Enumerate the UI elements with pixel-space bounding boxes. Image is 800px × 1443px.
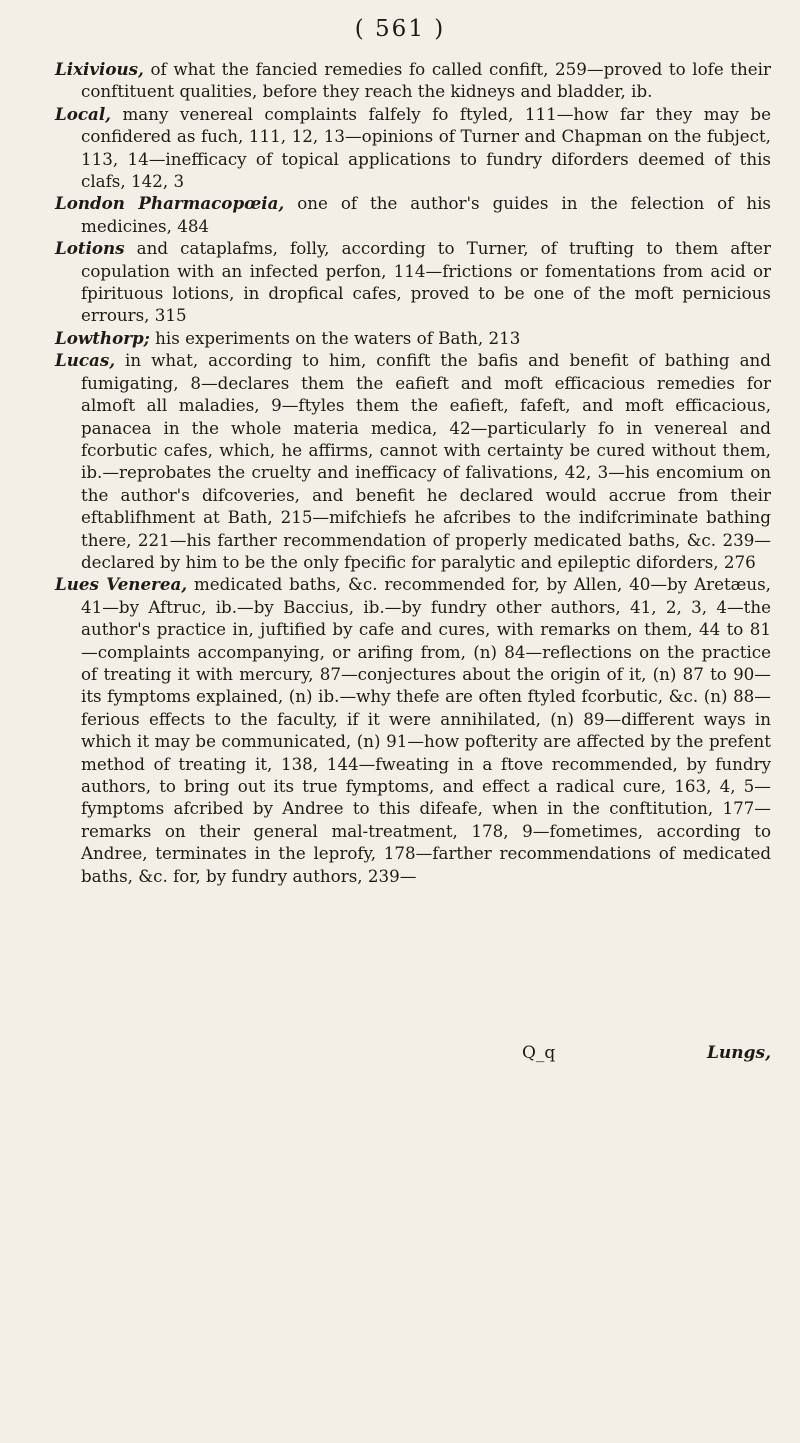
- entry-text: of what the fancied remedies fo called confift, 259—proved to lofe their conftituent qualities, before they reach the kidneys and bladder, ib.: [81, 59, 771, 102]
- index-entry: [55, 573, 771, 887]
- signature-mark: Q_q: [522, 1043, 556, 1063]
- entry-heading: Lucas,: [55, 350, 116, 371]
- entry-text: and cataplafms, folly, according to Turner, of trufting to them after copulation with an infected perfon, 114—frictions or fomentations from acid or fpirituous lotions, in dropfical cafes, proved to be one of the moft pernicious errours, 315: [81, 238, 771, 326]
- entry-heading: Lotions: [55, 238, 125, 259]
- entry-text: in what, according to him, confift the bafis and benefit of bathing and fumigating, 8—declares them the eafieft and moft efficacious remedies for almoft all maladies, 9—ftyles them the eafieft, fafeft, and moft efficacious, panacea in the whole materia medica, 42—particularly fo in venereal and fcorbutic cafes, which, he affirms, cannot with certainty be cured without them, ib.—reprobates the cruelty and inefficacy of falivations, 42, 3—his encomium on the author's difcoveries, and benefit he declared would accrue from their eftablifhment at Bath, 215—mifchiefs he afcribes to the indifcriminate bathing there, 221—his farther recommendation of properly medicated baths, &c. 239—declared by him to be the only fpecific for paralytic and epileptic diforders, 276: [81, 350, 771, 572]
- entry-heading: Local,: [55, 103, 111, 124]
- catchword: Lungs,: [706, 1043, 771, 1063]
- entry-heading: London Pharmacopœia,: [55, 193, 285, 214]
- index-entry: [55, 58, 771, 103]
- entry-text: many venereal complaints falfely fo ftyled, 111—how far they may be confidered as fuch, 111, 12, 13—opinions of Turner and Chapman on the fubject, 113, 14—inefficacy of topical applications to fundry diforders deemed of this clafs, 142, 3: [81, 103, 771, 192]
- page-footer: [55, 1043, 771, 1067]
- index-entry: [55, 103, 771, 193]
- index-entry: [55, 349, 771, 573]
- index-entry: [55, 237, 771, 327]
- entry-heading: Lues Venerea,: [55, 574, 188, 595]
- entry-text: medicated baths, &c. recommended for, by Allen, 40—by Aretæus, 41—by Aftruc, ib.—by Baccius, ib.—by fundry other authors, 41, 2, 3, 4—the author's practice in, juftified by cafe and cures, with remarks on them, 44 to 81—complaints accompanying, or arifing from, (n) 84—reflections on the practice of treating it with mercury, 87—conjectures about the origin of it, (n) 87 to 90—its fymptoms explained, (n) ib.—why thefe are often ftyled fcorbutic, &c. (n) 88—ferious effects to the faculty, if it were annihilated, (n) 89—different ways in which it may be communicated, (n) 91—how pofterity are affected by the prefent method of treating it, 138, 144—fweating in a ftove recommended, by fundry authors, to bring out its true fymptoms, and effect a radical cure, 163, 4, 5—fymptoms afcribed by Andree to this difeafe, when in the conftitution, 177—remarks on their general mal-treatment, 178, 9—fometimes, according to Andree, terminates in the leprofy, 178—farther recommendations of medicated baths, &c. for, by fundry authors, 239—: [81, 574, 771, 886]
- entry-text: one of the author's guides in the felection of his medicines, 484: [81, 193, 771, 236]
- entry-heading: Lixivious,: [55, 59, 144, 79]
- page-number: ( 561 ): [354, 16, 446, 42]
- entry-heading: Lowthorp;: [55, 327, 150, 348]
- entry-text: his experiments on the waters of Bath, 213: [149, 327, 521, 348]
- index-entry: [55, 327, 771, 349]
- index-entry: [55, 192, 771, 237]
- index-text: [55, 58, 771, 887]
